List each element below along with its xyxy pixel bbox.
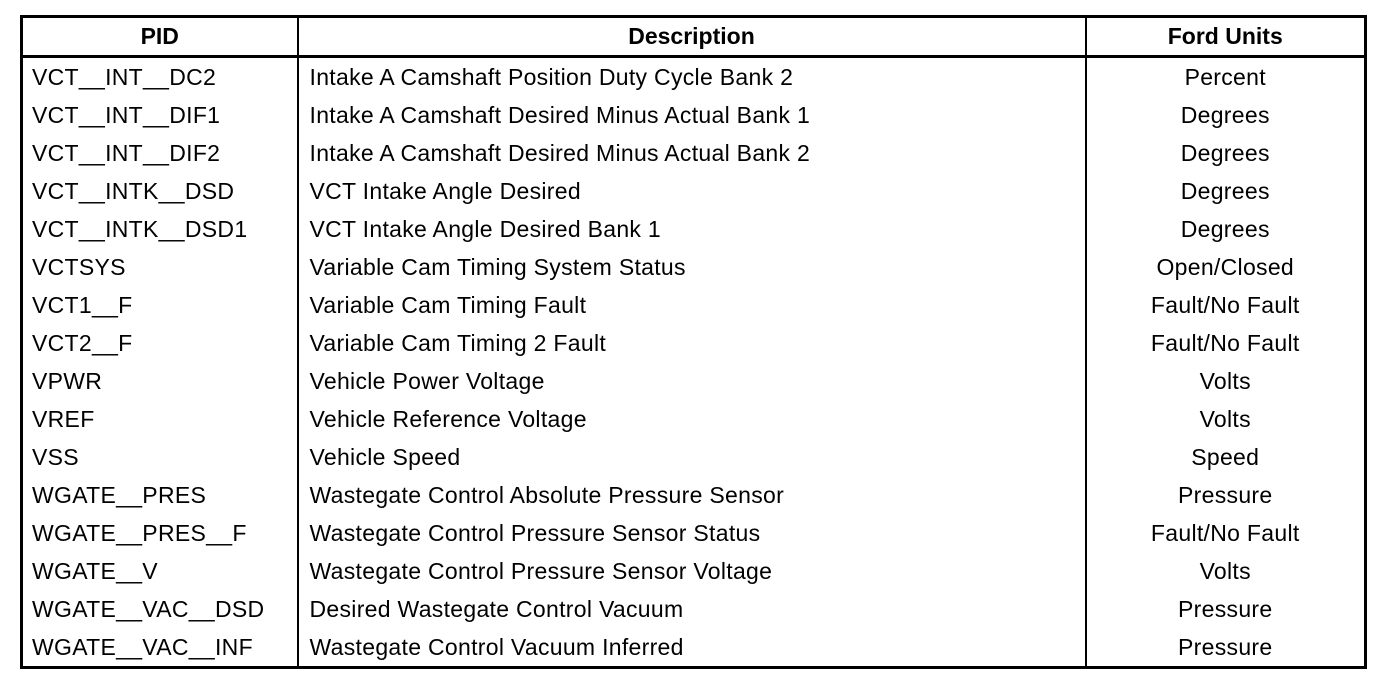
pid-cell: VPWR xyxy=(22,362,298,400)
pid-cell: WGATE__PRES__F xyxy=(22,514,298,552)
units-cell: Degrees xyxy=(1086,172,1366,210)
description-cell: VCT Intake Angle Desired xyxy=(298,172,1086,210)
description-cell: Intake A Camshaft Desired Minus Actual Bank 1 xyxy=(298,96,1086,134)
table-row xyxy=(22,172,1366,210)
description-cell: Vehicle Reference Voltage xyxy=(298,400,1086,438)
description-cell: Wastegate Control Pressure Sensor Voltage xyxy=(298,552,1086,590)
units-cell: Degrees xyxy=(1086,210,1366,248)
pid-cell: VREF xyxy=(22,400,298,438)
description-cell: VCT Intake Angle Desired Bank 1 xyxy=(298,210,1086,248)
description-cell: Wastegate Control Pressure Sensor Status xyxy=(298,514,1086,552)
pid-cell: VCT1__F xyxy=(22,286,298,324)
table-row xyxy=(22,590,1366,628)
table-header xyxy=(22,17,1366,57)
units-cell: Speed xyxy=(1086,438,1366,476)
pid-cell: WGATE__V xyxy=(22,552,298,590)
header-description: Description xyxy=(298,17,1086,57)
units-cell: Pressure xyxy=(1086,476,1366,514)
table-row xyxy=(22,628,1366,668)
description-cell: Vehicle Power Voltage xyxy=(298,362,1086,400)
description-cell: Variable Cam Timing Fault xyxy=(298,286,1086,324)
pid-cell: VCT__INT__DIF2 xyxy=(22,134,298,172)
units-cell: Pressure xyxy=(1086,628,1366,668)
pid-cell: VCT2__F xyxy=(22,324,298,362)
pid-cell: WGATE__VAC__INF xyxy=(22,628,298,668)
table-row xyxy=(22,552,1366,590)
pid-cell: VSS xyxy=(22,438,298,476)
pid-cell: VCTSYS xyxy=(22,248,298,286)
units-cell: Fault/No Fault xyxy=(1086,324,1366,362)
units-cell: Fault/No Fault xyxy=(1086,514,1366,552)
pid-cell: VCT__INTK__DSD xyxy=(22,172,298,210)
description-cell: Wastegate Control Absolute Pressure Sensor xyxy=(298,476,1086,514)
description-cell: Variable Cam Timing 2 Fault xyxy=(298,324,1086,362)
table-row xyxy=(22,57,1366,97)
units-cell: Volts xyxy=(1086,552,1366,590)
table-row xyxy=(22,248,1366,286)
description-cell: Intake A Camshaft Desired Minus Actual Bank 2 xyxy=(298,134,1086,172)
pid-cell: WGATE__PRES xyxy=(22,476,298,514)
header-row xyxy=(22,17,1366,57)
description-cell: Intake A Camshaft Position Duty Cycle Bank 2 xyxy=(298,57,1086,97)
table-row xyxy=(22,438,1366,476)
units-cell: Fault/No Fault xyxy=(1086,286,1366,324)
units-cell: Volts xyxy=(1086,362,1366,400)
table-body xyxy=(22,57,1366,668)
pid-cell: WGATE__VAC__DSD xyxy=(22,590,298,628)
pid-cell: VCT__INT__DC2 xyxy=(22,57,298,97)
table-row xyxy=(22,286,1366,324)
units-cell: Degrees xyxy=(1086,96,1366,134)
units-cell: Open/Closed xyxy=(1086,248,1366,286)
description-cell: Variable Cam Timing System Status xyxy=(298,248,1086,286)
pid-cell: VCT__INT__DIF1 xyxy=(22,96,298,134)
header-pid: PID xyxy=(22,17,298,57)
table-row xyxy=(22,96,1366,134)
table-row xyxy=(22,362,1366,400)
header-units: Ford Units xyxy=(1086,17,1366,57)
table-row xyxy=(22,324,1366,362)
pid-cell: VCT__INTK__DSD1 xyxy=(22,210,298,248)
description-cell: Desired Wastegate Control Vacuum xyxy=(298,590,1086,628)
units-cell: Percent xyxy=(1086,57,1366,97)
table-row xyxy=(22,514,1366,552)
table-row xyxy=(22,476,1366,514)
pid-table xyxy=(20,15,1367,669)
table-row xyxy=(22,400,1366,438)
table-row xyxy=(22,134,1366,172)
description-cell: Vehicle Speed xyxy=(298,438,1086,476)
units-cell: Volts xyxy=(1086,400,1366,438)
units-cell: Degrees xyxy=(1086,134,1366,172)
description-cell: Wastegate Control Vacuum Inferred xyxy=(298,628,1086,668)
table-row xyxy=(22,210,1366,248)
units-cell: Pressure xyxy=(1086,590,1366,628)
